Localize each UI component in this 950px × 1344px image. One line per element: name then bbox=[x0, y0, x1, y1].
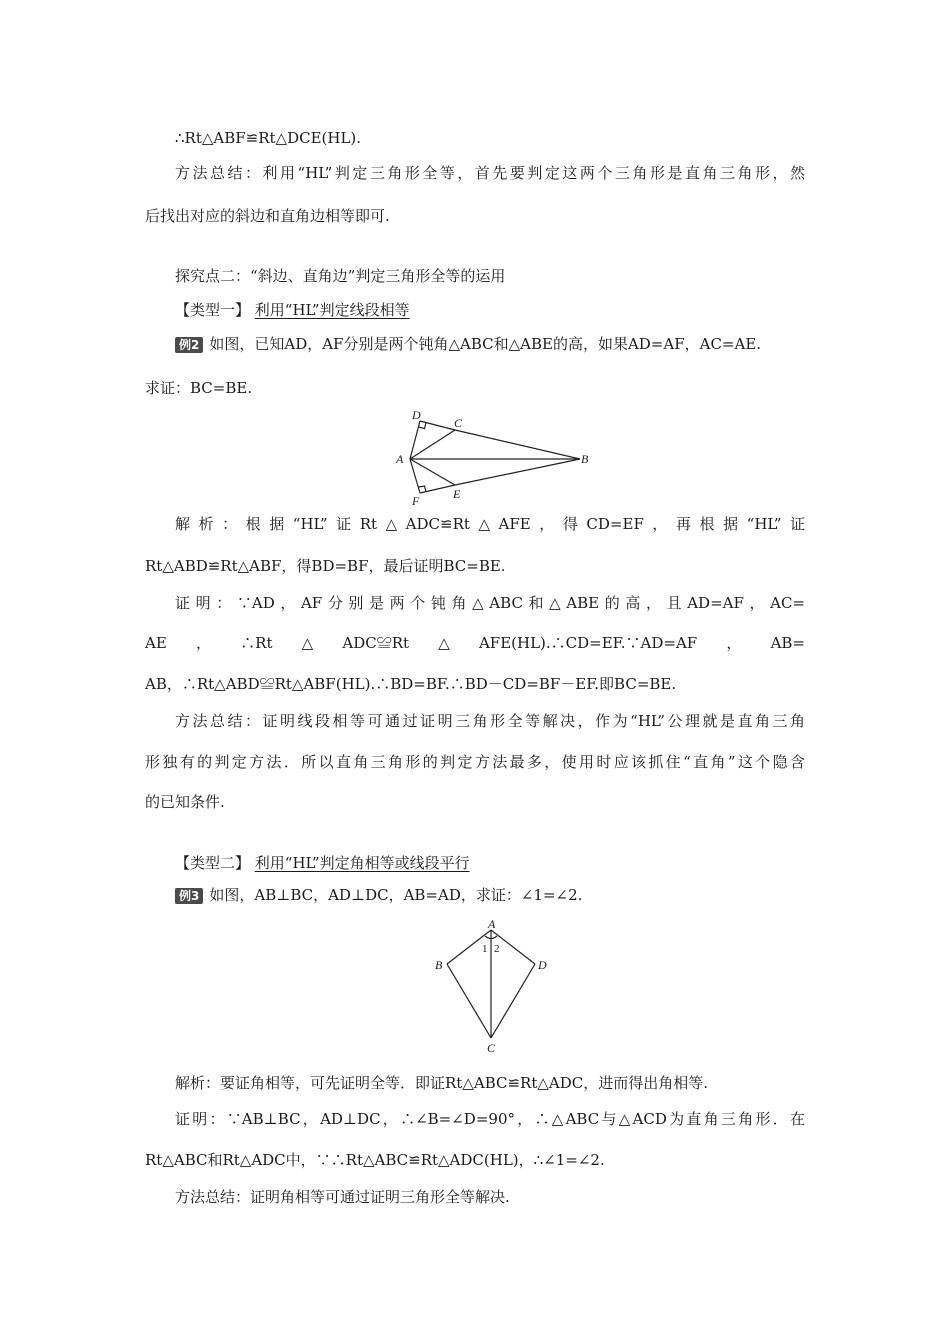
proof2-line2: AE，∴Rt△ADC≌Rt△AFE(HL).∴CD=EF.∵AD=AF，AB= bbox=[145, 634, 805, 652]
example2-text: 如图，已知AD，AF分别是两个钝角△ABC和△ABE的高，如果AD=AF，AC=AE. bbox=[209, 335, 762, 353]
label-C: C bbox=[487, 1041, 496, 1055]
analysis2-line1: 解析：根据“HL”证Rt△ADC≌Rt△AFE，得CD=EF，再根据“HL”证 bbox=[175, 515, 805, 533]
figure-2-kite bbox=[425, 915, 565, 1055]
proof2-line3: AB，∴Rt△ABD≌Rt△ABF(HL).∴BD=BF.∴BD－CD=BF－EF.即BC=BE. bbox=[145, 675, 677, 693]
example3-statement bbox=[175, 885, 582, 905]
seg-DC bbox=[491, 964, 535, 1038]
example2-prove: 求证：BC=BE. bbox=[145, 379, 253, 397]
proof3-line2: Rt△ABC和Rt△ADC中，∵∴Rt△ABC≌Rt△ADC(HL)，∴∠1=∠2. bbox=[145, 1151, 605, 1169]
label-E: E bbox=[453, 487, 461, 501]
method-summary-1: 方法总结：利用“HL”判定三角形全等，首先要判定这两个三角形是直角三角形，然 bbox=[175, 164, 805, 182]
method-summary-1-cont: 后找出对应的斜边和直角边相等即可. bbox=[145, 207, 390, 225]
type1-title: 利用“HL”判定线段相等 bbox=[254, 301, 410, 319]
label-D: D bbox=[412, 408, 421, 422]
seg-BC bbox=[447, 964, 491, 1038]
example2-statement bbox=[175, 334, 761, 354]
method-summary-2-line2: 形独有的判定方法．所以直角三角形的判定方法最多，使用时应该抓住“直角”这个隐含 bbox=[145, 753, 805, 771]
example2-badge: 例2 bbox=[175, 337, 203, 353]
label-A: A bbox=[396, 452, 404, 466]
label-B: B bbox=[435, 958, 443, 972]
proof3-line1: 证明：∵AB⊥BC，AD⊥DC，∴∠B=∠D=90°，∴△ABC与△ACD为直角三角形．在 bbox=[175, 1110, 805, 1128]
type2-bracket: 【类型二】 bbox=[175, 854, 251, 872]
section-heading: 探究点二：“斜边、直角边”判定三角形全等的运用 bbox=[175, 267, 506, 285]
label-angle-2: 2 bbox=[494, 943, 500, 955]
label-B: B bbox=[581, 452, 589, 466]
label-A: A bbox=[488, 917, 496, 931]
seg-EB bbox=[455, 459, 580, 485]
analysis2-line2: Rt△ABD≌Rt△ABF，得BD=BF，最后证明BC=BE. bbox=[145, 557, 506, 575]
proof2-line1: 证明：∵AD，AF分别是两个钝角△ABC和△ABE的高，且AD=AF，AC= bbox=[175, 594, 805, 612]
label-C: C bbox=[454, 416, 463, 430]
example3-badge: 例3 bbox=[175, 888, 203, 904]
type2-heading bbox=[175, 853, 470, 873]
seg-CB bbox=[455, 430, 580, 459]
label-angle-1: 1 bbox=[482, 943, 488, 955]
type1-bracket: 【类型一】 bbox=[175, 301, 251, 319]
method-summary-3: 方法总结：证明角相等可通过证明三角形全等解决. bbox=[175, 1188, 510, 1206]
label-F: F bbox=[412, 494, 420, 505]
label-D: D bbox=[538, 958, 547, 972]
example3-text: 如图，AB⊥BC，AD⊥DC，AB=AD，求证：∠1=∠2. bbox=[209, 886, 583, 904]
type1-heading bbox=[175, 300, 410, 320]
type2-title: 利用“HL”判定角相等或线段平行 bbox=[254, 854, 470, 872]
analysis3: 解析：要证角相等，可先证明全等．即证Rt△ABC≌Rt△ADC，进而得出角相等. bbox=[175, 1074, 709, 1092]
conclusion-line: ∴Rt△ABF≌Rt△DCE(HL). bbox=[175, 129, 362, 147]
method-summary-2-line1: 方法总结：证明线段相等可通过证明三角形全等解决，作为“HL”公理就是直角三角 bbox=[175, 712, 805, 730]
method-summary-2-line3: 的已知条件. bbox=[145, 793, 225, 811]
figure-1-kite bbox=[390, 405, 620, 505]
